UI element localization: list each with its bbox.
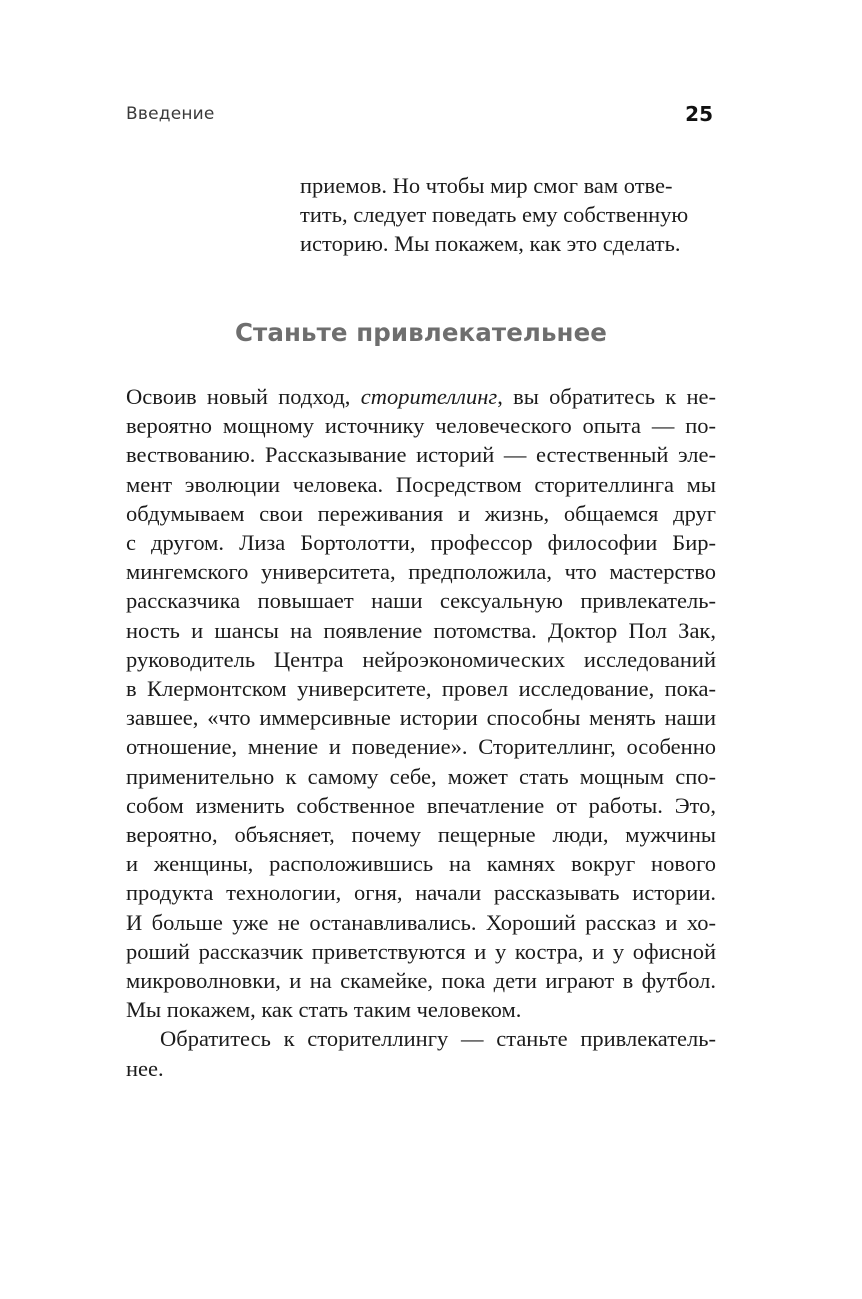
text-line: вероятно, объясняет, почему пещерные люди, мужчины bbox=[126, 822, 716, 848]
text-run: Освоив новый подход, bbox=[126, 384, 361, 409]
paragraph-first-line bbox=[126, 382, 716, 411]
text-line: Мы покажем, как стать таким человеком. bbox=[126, 997, 522, 1023]
text-line: вероятно мощному источнику человеческого опыта — по- bbox=[126, 413, 716, 439]
text-line: нее. bbox=[126, 1055, 164, 1081]
running-head bbox=[126, 104, 716, 128]
text-line: и женщины, расположившись на камнях вокруг нового bbox=[126, 851, 716, 877]
text-line: Обратитесь к сторителлингу — станьте привлекатель- bbox=[160, 1026, 716, 1052]
page-number: 25 bbox=[685, 102, 713, 126]
text-line: собом изменить собственное впечатление от работы. Это, bbox=[126, 792, 716, 818]
text-line: продукта технологии, огня, начали рассказывать истории. bbox=[126, 880, 716, 906]
text-line: вествованию. Рассказывание историй — естественный эле- bbox=[126, 442, 716, 468]
text-line: применительно к самому себе, может стать мощным спо- bbox=[126, 763, 716, 789]
text-line: отношение, мнение и поведение». Сторителлинг, особенно bbox=[126, 734, 716, 760]
text-line: мингемского университета, предположила, что мастерство bbox=[126, 559, 716, 585]
text-line: историю. Мы покажем, как это сделать. bbox=[300, 231, 681, 257]
text-line: завшее, «что иммерсивные истории способны менять наши bbox=[126, 705, 716, 731]
text-line: роший рассказчик приветствуются и у костра, и у офисной bbox=[126, 938, 716, 964]
text-line: И больше уже не останавливались. Хороший рассказ и хо- bbox=[126, 909, 716, 935]
text-line: тить, следует поведать ему собственную bbox=[300, 202, 689, 228]
text-line: руководитель Центра нейроэкономических исследований bbox=[126, 646, 716, 672]
text-line: в Клермонтском университете, провел исследование, пока- bbox=[126, 676, 716, 702]
text-line: приемов. Но чтобы мир смог вам отве- bbox=[300, 173, 673, 198]
carryover-paragraph bbox=[300, 171, 718, 259]
text-run: , вы обратитесь к не- bbox=[497, 384, 716, 409]
section-body bbox=[126, 382, 716, 1083]
text-line: мент эволюции человека. Посредством сторителлинга мы bbox=[126, 471, 716, 497]
italic-term: сторителлинг bbox=[360, 384, 498, 409]
text-line: ность и шансы на появление потомства. Доктор Пол Зак, bbox=[126, 617, 716, 643]
text-line: микроволновки, и на скамейке, пока дети играют в футбол. bbox=[126, 968, 716, 994]
running-head-section: Введение bbox=[126, 104, 215, 124]
section-heading: Станьте привлекательнее bbox=[234, 318, 608, 347]
text-line: обдумываем свои переживания и жизнь, общаемся друг bbox=[126, 500, 716, 526]
text-line: рассказчика повышает наши сексуальную привлекатель- bbox=[126, 588, 716, 614]
text-line: с другом. Лиза Бортолотти, профессор философии Бир- bbox=[126, 530, 716, 556]
